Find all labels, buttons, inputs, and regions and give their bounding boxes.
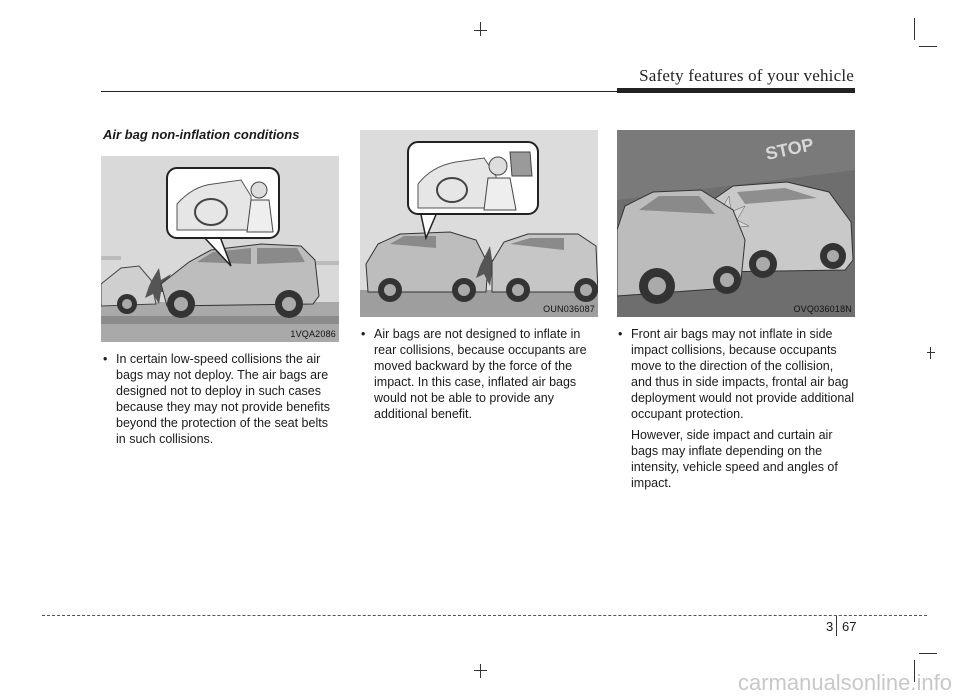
bullet-dot: • (618, 327, 623, 341)
bullet-text: Air bags are not designed to inflate in rear collisions, because occupants are moved backward by the force of the impact. In this case, inflated air bags would not be able to provide any additional benefit. (374, 327, 587, 421)
figure-code: OVQ036018N (793, 304, 852, 314)
figure-side-impact-illustration (617, 130, 855, 317)
road-stop-marking: STOP (763, 134, 816, 164)
figure-rear-collision-illustration (360, 130, 598, 317)
bullet-dot: • (361, 327, 366, 341)
figure-code: 1VQA2086 (290, 329, 336, 339)
figure-side-impact (617, 130, 855, 317)
crop-mark-right (930, 347, 931, 359)
crop-mark-top (480, 22, 481, 36)
text-column-2 (361, 326, 598, 422)
figure-code: OUN036087 (543, 304, 595, 314)
crop-mark-bottom-right-h (919, 653, 937, 654)
bullet-dot: • (103, 352, 108, 366)
text-column-1 (103, 351, 339, 447)
figure-low-speed-collision (101, 156, 339, 342)
crop-mark-top-right-v (914, 18, 915, 40)
text-column-3 (618, 326, 855, 491)
crop-mark-top-bar (474, 30, 487, 31)
bullet-item (103, 351, 339, 447)
header-rule-accent (617, 88, 855, 93)
bullet-item (361, 326, 598, 422)
page-number: 67 (842, 619, 857, 634)
footer-rule (42, 615, 927, 616)
chapter-number: 3 (826, 619, 834, 634)
paragraph-continuation: However, side impact and curtain air bags may inflate depending on the intensity, vehicle speed and angles of impact. (631, 428, 838, 490)
watermark: carmanualsonline.info (737, 670, 952, 695)
bullet-text: In certain low-speed collisions the air bags may not deploy. The air bags are designed not to deploy in such cases because they may not provide benefits beyond the protection of the seat belts in such collisions. (116, 352, 331, 446)
bullet-item (618, 326, 855, 422)
section-heading: Air bag non-inflation conditions (103, 127, 300, 142)
page-number-divider (836, 616, 837, 636)
crop-mark-bottom (480, 664, 481, 678)
figure-rear-collision (360, 130, 598, 317)
crop-mark-bottom-bar (474, 670, 487, 671)
page-header-title: Safety features of your vehicle (639, 66, 854, 85)
crop-mark-top-right-h (919, 46, 937, 47)
figure-low-speed-illustration (101, 156, 339, 342)
crop-mark-right-bar (927, 352, 935, 353)
bullet-text: Front air bags may not inflate in side impact collisions, because occupants move to the direction of the collision, and thus in side impacts, frontal air bag deployment would not provide additional occupant protection. (631, 327, 855, 421)
